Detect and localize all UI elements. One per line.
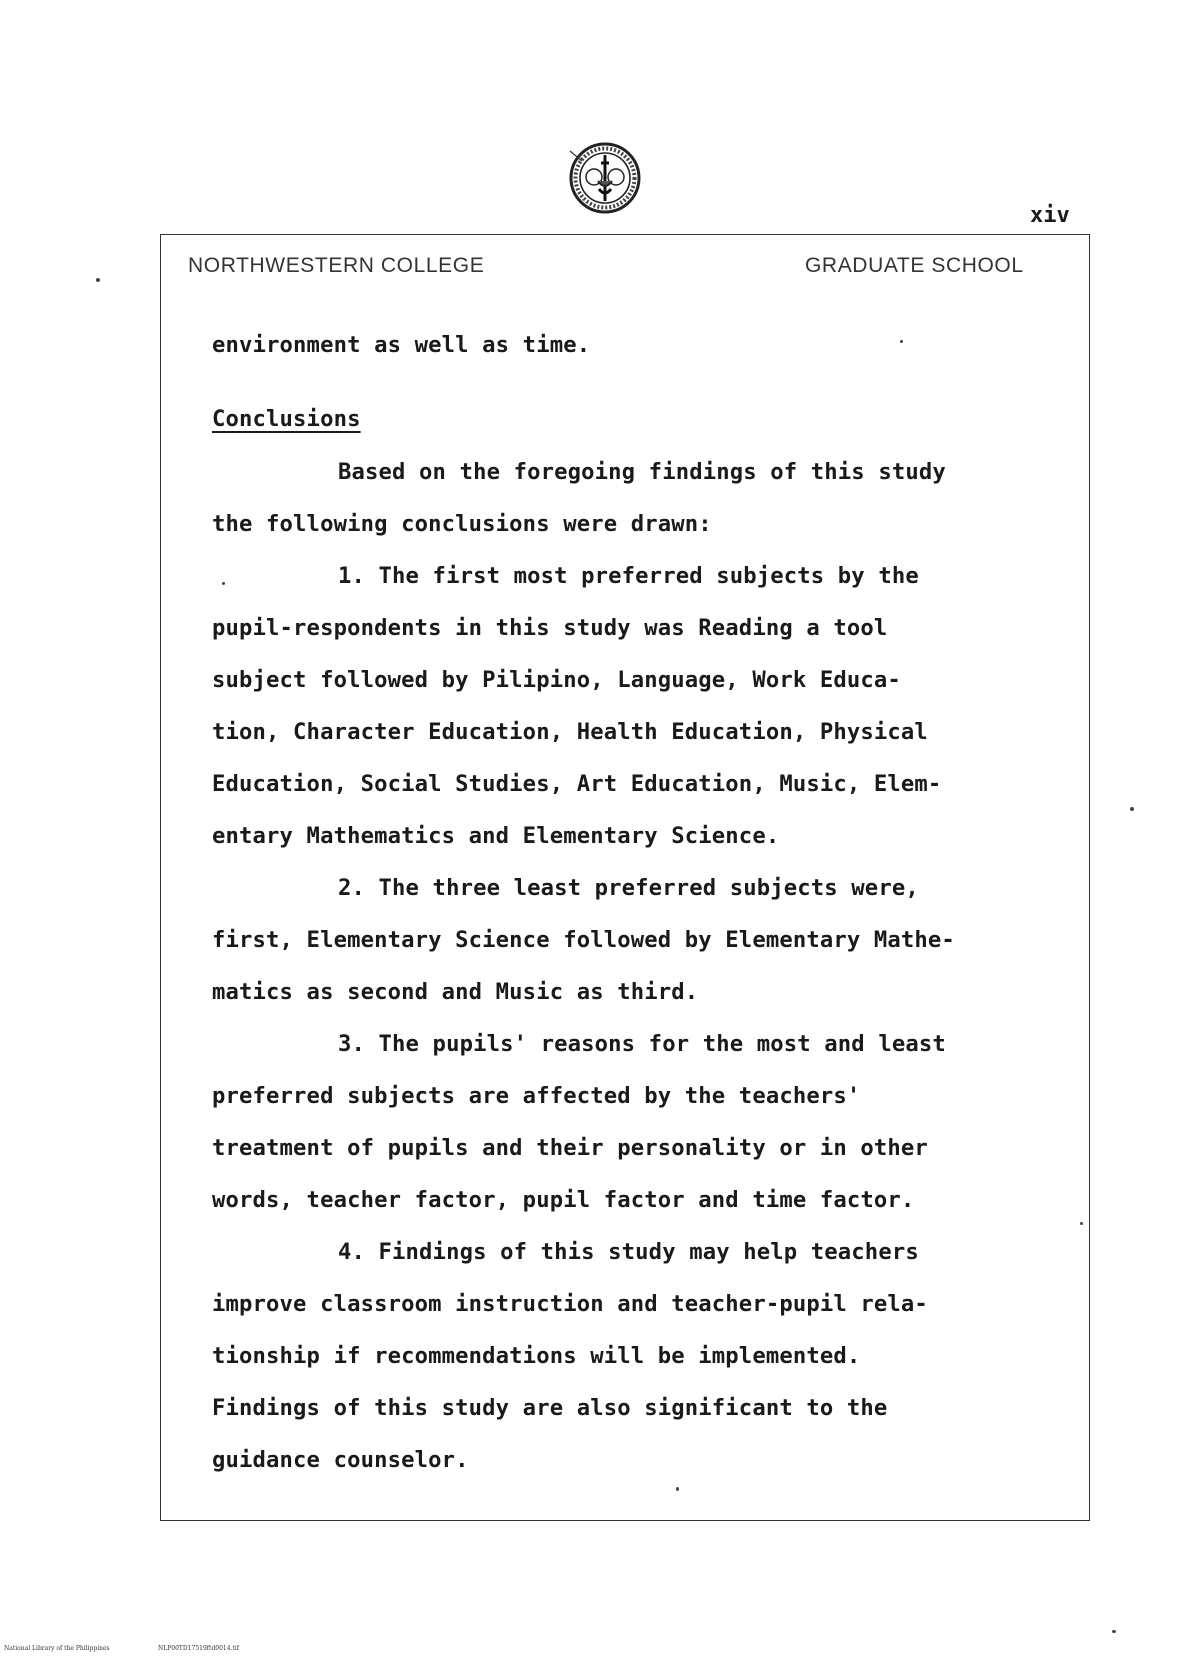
paragraph-line: Education, Social Studies, Art Education, Music, Elem-: [212, 771, 942, 797]
scan-speck: [1112, 1630, 1116, 1633]
department-header: GRADUATE SCHOOL: [805, 254, 1024, 277]
paragraph-line: tionship if recommendations will be implemented.: [212, 1343, 861, 1369]
seal-emblem-icon: [568, 141, 642, 215]
section-heading: Conclusions: [212, 406, 361, 432]
scan-speck: [1080, 1222, 1083, 1225]
paragraph-line: the following conclusions were drawn:: [212, 511, 712, 537]
paragraph-line: 1. The first most preferred subjects by the: [338, 563, 919, 589]
paragraph-line: 2. The three least preferred subjects were,: [338, 875, 919, 901]
footer-library: National Library of the Philippines: [4, 1645, 110, 1652]
paragraph-line: pupil-respondents in this study was Reading a tool: [212, 615, 888, 641]
scan-speck: [96, 278, 100, 282]
footer-filename: NLP00TD17519ftd0014.tif: [158, 1645, 240, 1652]
paragraph-line: guidance counselor.: [212, 1447, 469, 1473]
paragraph-line: improve classroom instruction and teacher-pupil rela-: [212, 1291, 928, 1317]
paragraph-line: words, teacher factor, pupil factor and time factor.: [212, 1187, 915, 1213]
paragraph-line: preferred subjects are affected by the teachers': [212, 1083, 861, 1109]
page-number: xiv: [1030, 203, 1070, 228]
institution-header: NORTHWESTERN COLLEGE: [188, 254, 485, 277]
paragraph-line: Findings of this study are also significant to the: [212, 1395, 888, 1421]
scan-speck: [1130, 807, 1134, 811]
paragraph-line: 4. Findings of this study may help teachers: [338, 1239, 919, 1265]
paragraph-line: Based on the foregoing findings of this study: [338, 459, 946, 485]
paragraph-line: matics as second and Music as third.: [212, 979, 699, 1005]
paragraph-line: treatment of pupils and their personality or in other: [212, 1135, 928, 1161]
paragraph-line: first, Elementary Science followed by Elementary Mathe-: [212, 927, 955, 953]
paragraph-line: entary Mathematics and Elementary Science.: [212, 823, 780, 849]
scan-speck: [222, 582, 225, 585]
scan-speck: [900, 340, 903, 343]
paragraph-line: tion, Character Education, Health Education, Physical: [212, 719, 928, 745]
scan-speck: [676, 1487, 679, 1491]
paragraph-line: subject followed by Pilipino, Language, Work Educa-: [212, 667, 901, 693]
paragraph-line: 3. The pupils' reasons for the most and least: [338, 1031, 946, 1057]
carryover-line: environment as well as time.: [212, 332, 591, 358]
